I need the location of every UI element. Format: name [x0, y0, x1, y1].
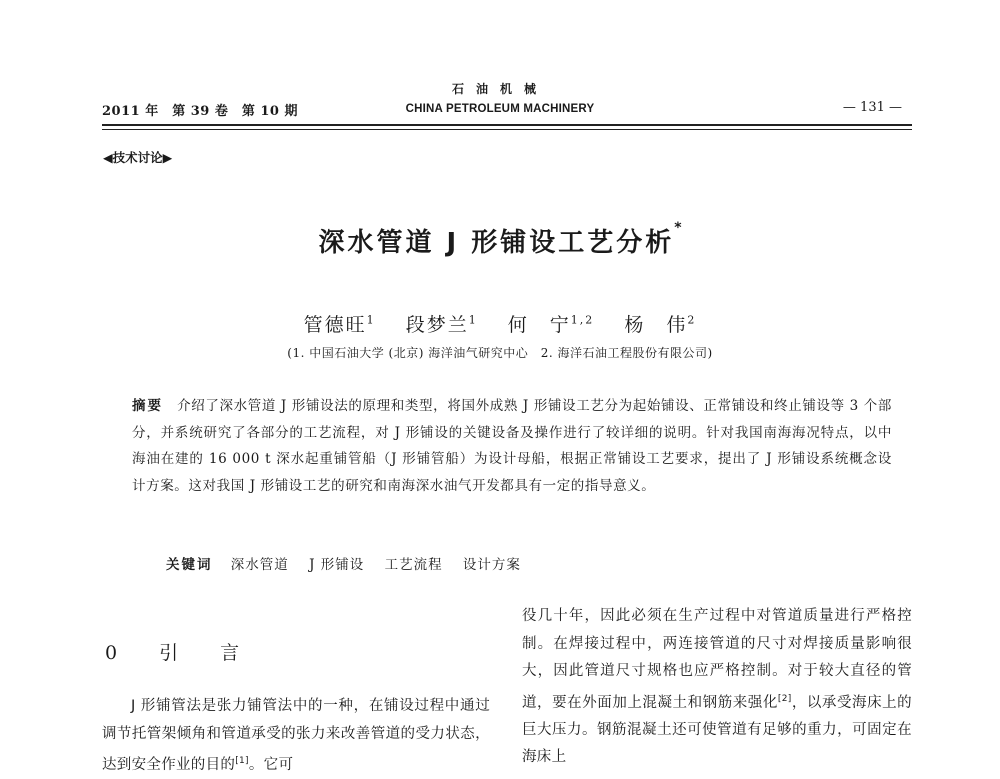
paper-title: [0, 222, 1000, 259]
author-affil-sup: 1: [468, 313, 478, 327]
author-list: [0, 310, 1000, 337]
body-text: ，以承受海床上的巨大压力。钢筋混凝土还可使管道有足够的重力，可固定在海床上: [522, 694, 912, 766]
page-number: — 131 —: [842, 100, 902, 115]
author-affil-sup: 1,2: [570, 313, 595, 327]
body-text: 。它可: [248, 756, 294, 773]
citation: [1]: [235, 756, 249, 766]
author-affil-sup: 2: [687, 313, 697, 327]
body-text: 役几十年，因此必须在生产过程中对管道质量进行严格控制。在焊接过程中，两连接管道的尺寸对焊接质量影响很大，因此管道尺寸规格也应严格控制。对于较大直径的管道，要在外面加上混凝土和钢筋来强化: [522, 608, 912, 711]
title-footnote-marker: *: [674, 220, 682, 236]
author-name: 杨 伟: [624, 314, 688, 336]
body-column-left: [102, 693, 490, 779]
abstract: [132, 393, 892, 499]
keyword: 设计方案: [462, 557, 521, 573]
issue-info: 2011 年 第 39 卷 第 10 期: [102, 104, 298, 119]
keyword: J 形铺设: [309, 557, 365, 573]
author: [304, 314, 376, 336]
section-heading: 0 引 言: [105, 642, 258, 664]
journal-name-cn: 石油机械: [451, 82, 548, 96]
author: [406, 314, 478, 336]
header-rule-thin: [102, 129, 912, 130]
keywords: [166, 553, 537, 573]
body-text: J 形铺管法是张力铺管法中的一种，在铺设过程中通过调节托管架倾角和管道承受的张力来改善管道的受力状态，达到安全作业的目的: [102, 698, 490, 773]
author-name: 何 宁: [507, 314, 571, 336]
abstract-label: 摘要: [132, 398, 164, 414]
keywords-label: 关键词: [166, 557, 213, 573]
author-name: 段梦兰: [405, 314, 469, 336]
citation: [2]: [777, 693, 792, 704]
author-name: 管德旺: [303, 314, 367, 336]
paper-title-text: 深水管道 J 形铺设工艺分析: [318, 228, 675, 258]
author-affil-sup: 1: [366, 313, 376, 327]
journal-name-en: CHINA PETROLEUM MACHINERY: [405, 103, 595, 115]
body-column-right: [522, 603, 912, 772]
author: [624, 314, 696, 336]
header-rule-thick: [102, 124, 912, 126]
keyword: 深水管道: [230, 557, 289, 573]
section-tag: ◀技术讨论▶: [103, 150, 173, 165]
author: [508, 314, 595, 336]
abstract-text: 介绍了深水管道 J 形铺设法的原理和类型，将国外成熟 J 形铺设工艺分为起始铺设、正常铺设和终止铺设等 3 个部分，并系统研究了各部分的工艺流程，对 J 形铺设的关键设备及操作进行了较详细的说明。针对我国南海海况特点，以中海油在建的 16 000 t 深水起重铺管船（J 形铺管船）为设计母船，根据正常铺设工艺要求，提出了 J 形铺设系统概念设计方案。这对我国 J 形铺设工艺的研究和南海深水油气开发都具有一定的指导意义。: [132, 398, 893, 494]
affiliation: (1. 中国石油大学 (北京) 海洋油气研究中心 2. 海洋石油工程股份有限公司): [287, 346, 713, 360]
keyword: 工艺流程: [384, 557, 443, 573]
